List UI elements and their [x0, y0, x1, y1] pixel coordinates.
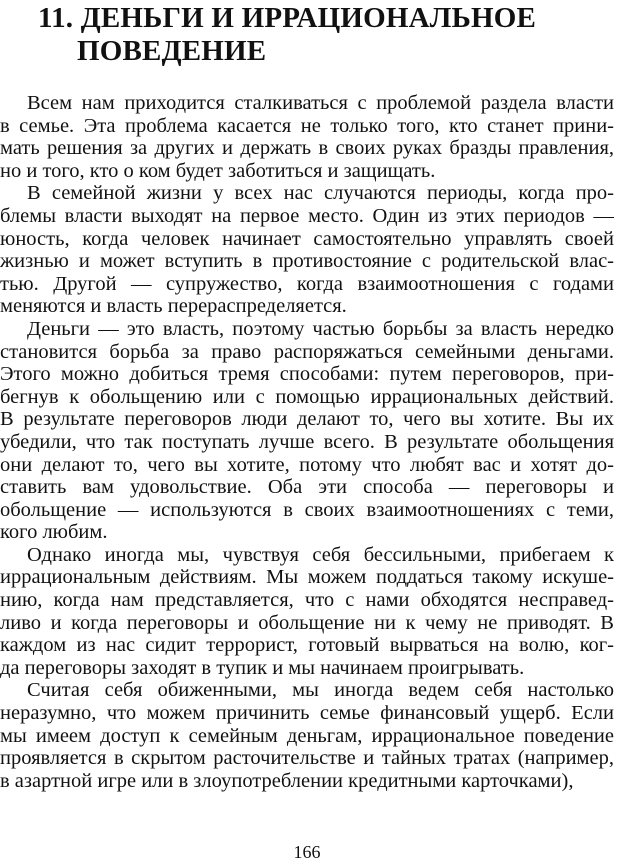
paragraph: [0, 92, 614, 182]
text-line: да переговоры заходят в тупик и мы начинаем проигрывать.: [0, 656, 525, 679]
text-line: ливо и когда переговоры и обольщение ни к чему не приводят. В: [0, 611, 614, 634]
paragraph: [0, 182, 614, 318]
chapter-title-line-2: ПОВЕДЕНИЕ: [77, 35, 267, 67]
text-line: в семье. Эта проблема касается не только того, кто станет прини-: [0, 114, 614, 137]
text-line: мать решения за других и держать в своих руках бразды правления,: [0, 137, 614, 160]
text-line: они делают то, чего вы хотите, потому что любят вас и хотят до-: [0, 453, 614, 476]
text-line: В семейной жизни у всех нас случаются периоды, когда про-: [27, 182, 614, 205]
paragraph: [0, 544, 614, 680]
text-line: кого любим.: [0, 521, 108, 544]
text-line: обольщение — используются в своих взаимоотношениях с теми,: [0, 498, 614, 521]
text-line: нию, когда нам представляется, что с нами обходятся несправед-: [0, 589, 614, 612]
text-line: юность, когда человек начинает самостоятельно управлять своей: [0, 227, 614, 250]
text-line: убедили, что так поступать лучше всего. В результате обольщения: [0, 430, 614, 453]
text-line: бегнув к обольщению или с помощью иррациональных действий.: [0, 385, 614, 408]
text-line: становится борьба за право распоряжаться семейными деньгами.: [0, 340, 614, 363]
text-line: меняются и власть перераспределяется.: [0, 295, 347, 318]
text-line: Однако иногда мы, чувствуя себя бессильными, прибегаем к: [27, 543, 614, 566]
paragraph: [0, 318, 614, 544]
text-line: но и того, кто о ком будет заботиться и защищать.: [0, 159, 436, 182]
text-line: тью. Другой — супружество, когда взаимоотношения с годами: [0, 272, 614, 295]
body-text: [0, 92, 614, 792]
text-line: проявляется в скрытом расточительстве и тайных тратах (например,: [0, 747, 614, 770]
text-line: Этого можно добиться тремя способами: путем переговоров, при-: [0, 363, 614, 386]
text-line: ставить вам удовольствие. Оба эти способа — переговоры и: [0, 476, 614, 499]
chapter-title-line-1: 11. ДЕНЬГИ И ИРРАЦИОНАЛЬНОЕ: [38, 2, 537, 34]
text-line: жизнью и может вступить в противостояние с родительской влас-: [0, 250, 614, 273]
chapter-title: [38, 2, 608, 68]
paragraph: [0, 679, 614, 792]
text-line: в азартной игре или в злоупотреблении кредитными карточками),: [0, 769, 574, 792]
text-line: блемы власти выходят на первое место. Один из этих периодов —: [0, 204, 614, 227]
text-line: Всем нам приходится сталкиваться с проблемой раздела власти: [27, 92, 614, 114]
page-number: 166: [293, 842, 321, 862]
text-line: Деньги — это власть, поэтому частью борьбы за власть нередко: [27, 317, 614, 340]
text-line: В результате переговоров люди делают то, чего вы хотите. Вы их: [0, 408, 614, 431]
text-line: каждом из нас сидит террорист, готовый вырваться на волю, ког-: [0, 634, 614, 657]
text-line: Считая себя обиженными, мы иногда ведем себя настолько: [27, 679, 614, 702]
text-line: иррациональным действиям. Мы можем поддаться такому искуше-: [0, 566, 614, 589]
text-line: мы имеем доступ к семейным деньгам, иррациональное поведение: [0, 724, 614, 747]
text-line: неразумно, что можем причинить семье финансовый ущерб. Если: [0, 702, 614, 725]
